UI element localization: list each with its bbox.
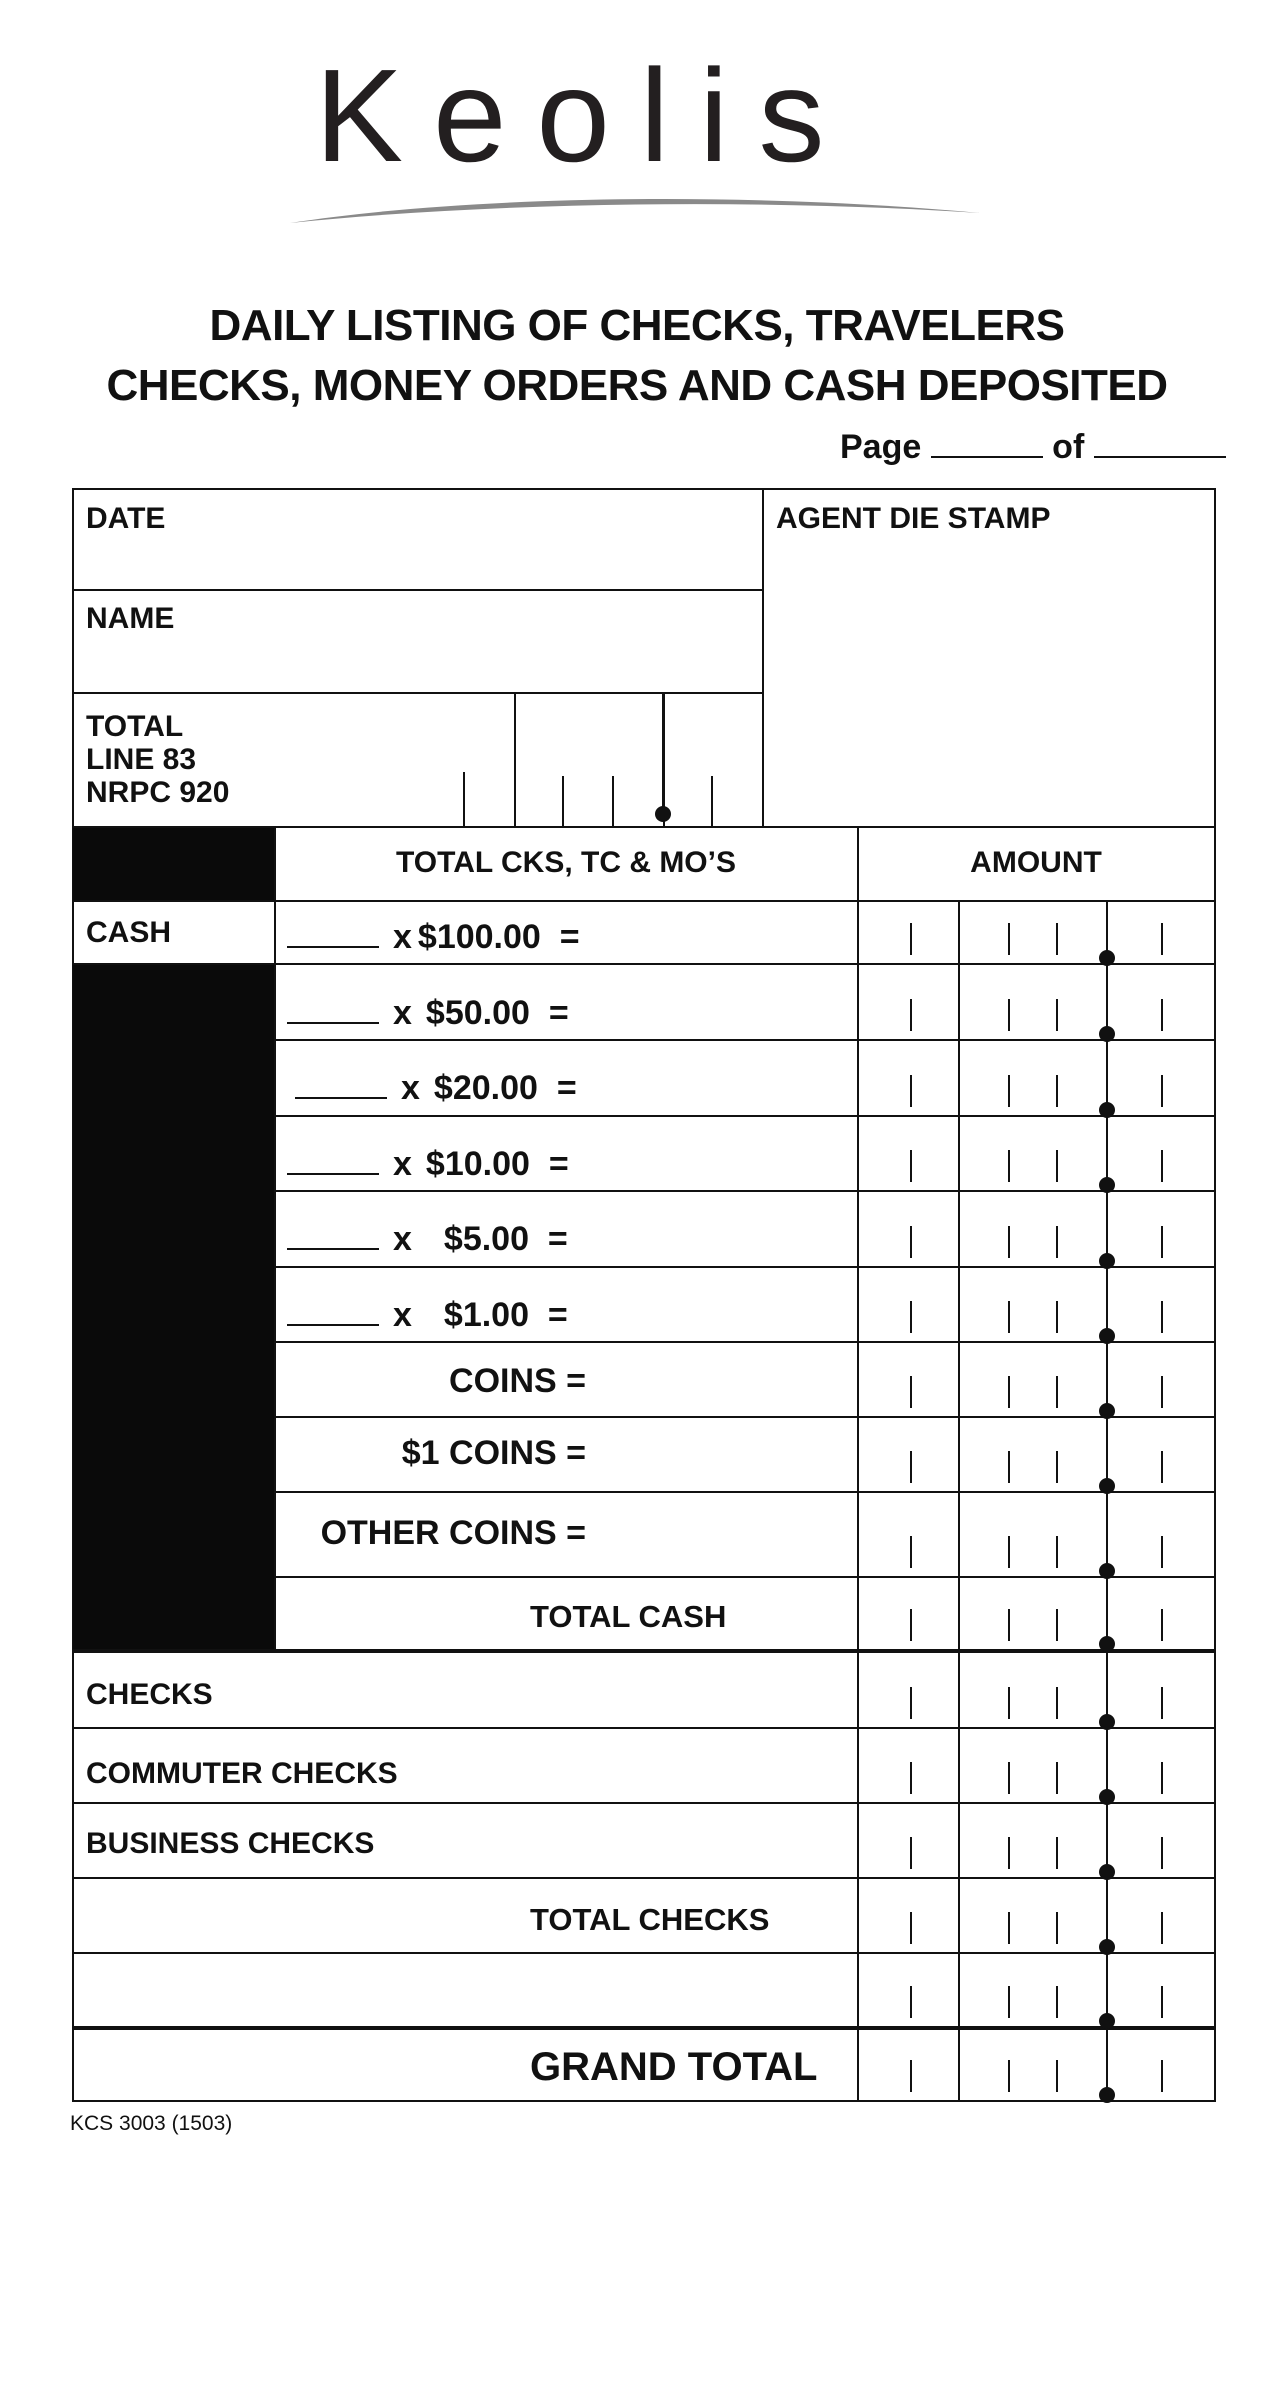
name-field[interactable] [200, 593, 756, 690]
decimal-point-icon [1099, 2013, 1115, 2029]
digit-tick [910, 1837, 912, 1869]
page-label: Page [840, 428, 922, 466]
digit-tick [1161, 1301, 1163, 1333]
decimal-point-icon [1099, 1789, 1115, 1805]
digit-tick [1056, 1451, 1058, 1483]
digit-tick [1008, 2060, 1010, 2092]
checks-label: CHECKS [86, 1678, 213, 1711]
nrpc-920-label: NRPC 920 [86, 776, 230, 809]
dollar-coins-label: $1 COINS = [401, 1434, 586, 1472]
digit-tick [1056, 1986, 1058, 2018]
decimal-point-icon [1099, 1403, 1115, 1419]
date-field[interactable] [200, 492, 756, 587]
form-title [40, 296, 1234, 416]
digit-tick [1008, 923, 1010, 955]
digit-tick [910, 1075, 912, 1107]
digit-tick [1056, 923, 1058, 955]
equals-sign: = [547, 1296, 568, 1334]
denomination-value: $50.00 [425, 994, 530, 1032]
decimal-point-icon [1099, 1864, 1115, 1880]
digit-tick [910, 1451, 912, 1483]
digit-tick [910, 1536, 912, 1568]
business-checks-label: BUSINESS CHECKS [86, 1827, 375, 1860]
name-label: NAME [86, 602, 175, 635]
page-of-label: of [1052, 428, 1085, 466]
digit-tick [910, 1912, 912, 1944]
decimal-point-icon [1099, 1102, 1115, 1118]
digit-tick [1161, 1536, 1163, 1568]
digit-tick [1161, 1075, 1163, 1107]
denomination-value: $20.00 [433, 1069, 538, 1107]
digit-tick [1161, 1762, 1163, 1794]
quantity-field[interactable] [287, 1324, 379, 1326]
digit-tick [1056, 1536, 1058, 1568]
digit-tick [910, 1609, 912, 1641]
decimal-point-icon [1099, 950, 1115, 966]
total-cash-label: TOTAL CASH [530, 1599, 727, 1634]
digit-tick [1008, 1609, 1010, 1641]
denomination-value: $5.00 [443, 1220, 530, 1258]
digit-tick [1008, 1226, 1010, 1258]
decimal-divider [1106, 901, 1108, 2100]
digit-tick [1161, 1912, 1163, 1944]
decimal-point-icon [1099, 1939, 1115, 1955]
digit-tick [1161, 1687, 1163, 1719]
quantity-field[interactable] [287, 1022, 379, 1024]
digit-tick [1056, 1301, 1058, 1333]
denomination-row [287, 1296, 568, 1335]
multiply-sign: x [393, 918, 412, 956]
digit-tick [1161, 2060, 1163, 2092]
digit-tick [910, 2060, 912, 2092]
digit-tick [1008, 1536, 1010, 1568]
form-title-line-2: CHECKS, MONEY ORDERS AND CASH DEPOSITED [106, 361, 1168, 410]
date-label: DATE [86, 502, 166, 535]
equals-sign: = [548, 994, 569, 1032]
denomination-row [287, 994, 569, 1033]
denomination-value: $100.00 [417, 918, 541, 956]
quantity-field[interactable] [287, 1173, 379, 1175]
digit-tick [1056, 1150, 1058, 1182]
shaded-block-cash [73, 964, 274, 1650]
multiply-sign: x [393, 994, 412, 1032]
decimal-point-icon [1099, 1177, 1115, 1193]
digit-tick [910, 1762, 912, 1794]
digit-tick [1161, 1837, 1163, 1869]
digit-tick [1161, 1609, 1163, 1641]
digit-tick [1161, 1150, 1163, 1182]
agent-die-stamp-area[interactable] [766, 545, 1212, 825]
decimal-point-icon [1099, 2087, 1115, 2103]
digit-tick [1056, 1075, 1058, 1107]
digit-tick [1008, 1451, 1010, 1483]
digit-tick [1056, 1226, 1058, 1258]
total-label: TOTAL [86, 710, 184, 743]
multiply-sign: x [393, 1145, 412, 1183]
digit-tick [1056, 1687, 1058, 1719]
digit-tick [910, 923, 912, 955]
decimal-point-icon [1099, 1478, 1115, 1494]
denomination-row [287, 918, 580, 957]
digit-tick [1008, 1301, 1010, 1333]
page-counter [840, 428, 1226, 467]
page-number-field[interactable] [931, 428, 1043, 458]
digit-tick [1056, 999, 1058, 1031]
denomination-value: $10.00 [425, 1145, 530, 1183]
commuter-checks-label: COMMUTER CHECKS [86, 1757, 398, 1790]
digit-tick [1056, 1837, 1058, 1869]
denomination-row [295, 1069, 577, 1108]
multiply-sign: x [401, 1069, 420, 1107]
equals-sign: = [556, 1069, 577, 1107]
total-amount-field[interactable] [516, 694, 760, 826]
keolis-logo [0, 42, 1274, 240]
digit-tick [910, 1687, 912, 1719]
digit-tick [1008, 1075, 1010, 1107]
digit-tick [1056, 1912, 1058, 1944]
coins-label: COINS = [449, 1362, 586, 1400]
digit-tick [1008, 1150, 1010, 1182]
quantity-field[interactable] [287, 1248, 379, 1250]
line-83-label: LINE 83 [86, 743, 197, 776]
quantity-field[interactable] [295, 1097, 387, 1099]
digit-tick [910, 1376, 912, 1408]
digit-tick [1008, 1986, 1010, 2018]
page-total-field[interactable] [1094, 428, 1226, 458]
digit-tick [1161, 1376, 1163, 1408]
decimal-point-icon [1099, 1714, 1115, 1730]
denomination-row [287, 1145, 569, 1184]
other-coins-label: OTHER COINS = [320, 1514, 586, 1552]
cash-label: CASH [86, 916, 172, 949]
multiply-sign: x [393, 1220, 412, 1258]
equals-sign: = [548, 1145, 569, 1183]
digit-tick [910, 1150, 912, 1182]
digit-tick [1008, 999, 1010, 1031]
digit-tick [910, 999, 912, 1031]
denomination-value: $1.00 [443, 1296, 530, 1334]
decimal-point-icon [1099, 1253, 1115, 1269]
quantity-field[interactable] [287, 946, 379, 948]
digit-tick [1056, 1376, 1058, 1408]
digit-tick [1008, 1762, 1010, 1794]
decimal-point-icon [1099, 1026, 1115, 1042]
digit-tick [1161, 1986, 1163, 2018]
decimal-point-icon [1099, 1636, 1115, 1652]
digit-tick [1161, 999, 1163, 1031]
multiply-sign: x [393, 1296, 412, 1334]
digit-tick [1008, 1837, 1010, 1869]
total-checks-column-header: TOTAL CKS, TC & MO’S [395, 846, 736, 879]
digit-tick [910, 1986, 912, 2018]
logo-wordmark: Keolis [315, 42, 855, 189]
digit-tick [1161, 1451, 1163, 1483]
form-code: KCS 3003 (1503) [70, 2112, 233, 2135]
digit-tick [1056, 2060, 1058, 2092]
total-checks-label: TOTAL CHECKS [530, 1902, 770, 1937]
digit-tick [1056, 1609, 1058, 1641]
decimal-point-icon [1099, 1328, 1115, 1344]
digit-tick [1008, 1376, 1010, 1408]
logo-swoosh-icon [285, 185, 985, 225]
agent-die-stamp-label: AGENT DIE STAMP [776, 502, 1051, 535]
amount-column-header: AMOUNT [970, 846, 1102, 879]
shaded-block-header [73, 827, 274, 901]
digit-tick [1161, 923, 1163, 955]
decimal-point-icon [1099, 1563, 1115, 1579]
digit-tick [1008, 1687, 1010, 1719]
form-title-line-1: DAILY LISTING OF CHECKS, TRAVELERS [209, 301, 1065, 350]
equals-sign: = [547, 1220, 568, 1258]
digit-tick [1161, 1226, 1163, 1258]
equals-sign: = [559, 918, 580, 956]
grand-total-label: GRAND TOTAL [530, 2045, 818, 2089]
digit-tick [1056, 1762, 1058, 1794]
digit-tick [910, 1301, 912, 1333]
digit-tick [1008, 1912, 1010, 1944]
digit-tick [910, 1226, 912, 1258]
denomination-row [287, 1220, 568, 1259]
